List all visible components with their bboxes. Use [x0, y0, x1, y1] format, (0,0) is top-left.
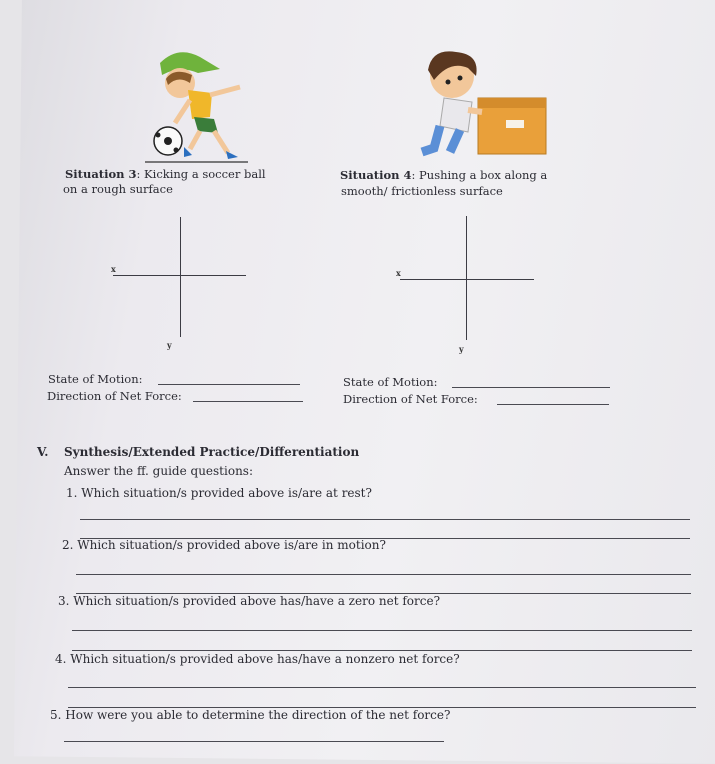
- situation-3-heading: Situation 3: [65, 167, 137, 181]
- situation-3-state-label: State of Motion:: [48, 372, 143, 386]
- situation-4-heading: Situation 4: [340, 168, 412, 182]
- situation-3-direction-label: Direction of Net Force:: [47, 389, 182, 403]
- situation-3-state-blank[interactable]: [158, 384, 300, 385]
- x-axis-label: x: [396, 268, 401, 278]
- question-2: 2. Which situation/s provided above is/are in motion?: [62, 538, 386, 552]
- answer-line[interactable]: [68, 687, 696, 688]
- answer-line[interactable]: [80, 519, 690, 520]
- situation-3-caption-line2: on a rough surface: [63, 182, 173, 196]
- answer-line[interactable]: [72, 650, 692, 651]
- x-axis-line: [400, 279, 534, 280]
- y-axis-line: [466, 216, 467, 340]
- situation-4-state-blank[interactable]: [452, 387, 610, 388]
- situation-4-description: : Pushing a box along a: [411, 168, 548, 182]
- box-pushing-illustration: [410, 40, 560, 165]
- question-4: 4. Which situation/s provided above has/have a nonzero net force?: [55, 652, 460, 666]
- question-5: 5. How were you able to determine the direction of the net force?: [50, 708, 451, 722]
- y-axis-label: y: [167, 340, 172, 350]
- situation-4-direction-label: Direction of Net Force:: [343, 392, 478, 406]
- situation-3-description: : Kicking a soccer ball: [136, 167, 266, 181]
- y-axis-line: [180, 217, 181, 337]
- situation-4-state-label: State of Motion:: [343, 375, 438, 389]
- situation-3-direction-blank[interactable]: [193, 401, 303, 402]
- answer-line[interactable]: [72, 630, 692, 631]
- section-title: Synthesis/Extended Practice/Differentiation: [64, 445, 360, 459]
- answer-line[interactable]: [76, 574, 691, 575]
- situation-4-direction-blank[interactable]: [497, 404, 609, 405]
- x-axis-label: x: [111, 264, 116, 274]
- section-instruction: Answer the ff. guide questions:: [64, 464, 253, 478]
- answer-line[interactable]: [64, 741, 444, 742]
- situation-3-caption: [65, 167, 266, 181]
- soccer-boy-illustration: [140, 45, 260, 170]
- question-3: 3. Which situation/s provided above has/have a zero net force?: [58, 594, 441, 608]
- question-1: 1. Which situation/s provided above is/are at rest?: [66, 486, 372, 500]
- situation-4-caption: [340, 168, 547, 182]
- situation-4-caption-line2: smooth/ frictionless surface: [341, 184, 503, 198]
- section-numeral: V.: [37, 445, 49, 459]
- y-axis-label: y: [459, 344, 464, 354]
